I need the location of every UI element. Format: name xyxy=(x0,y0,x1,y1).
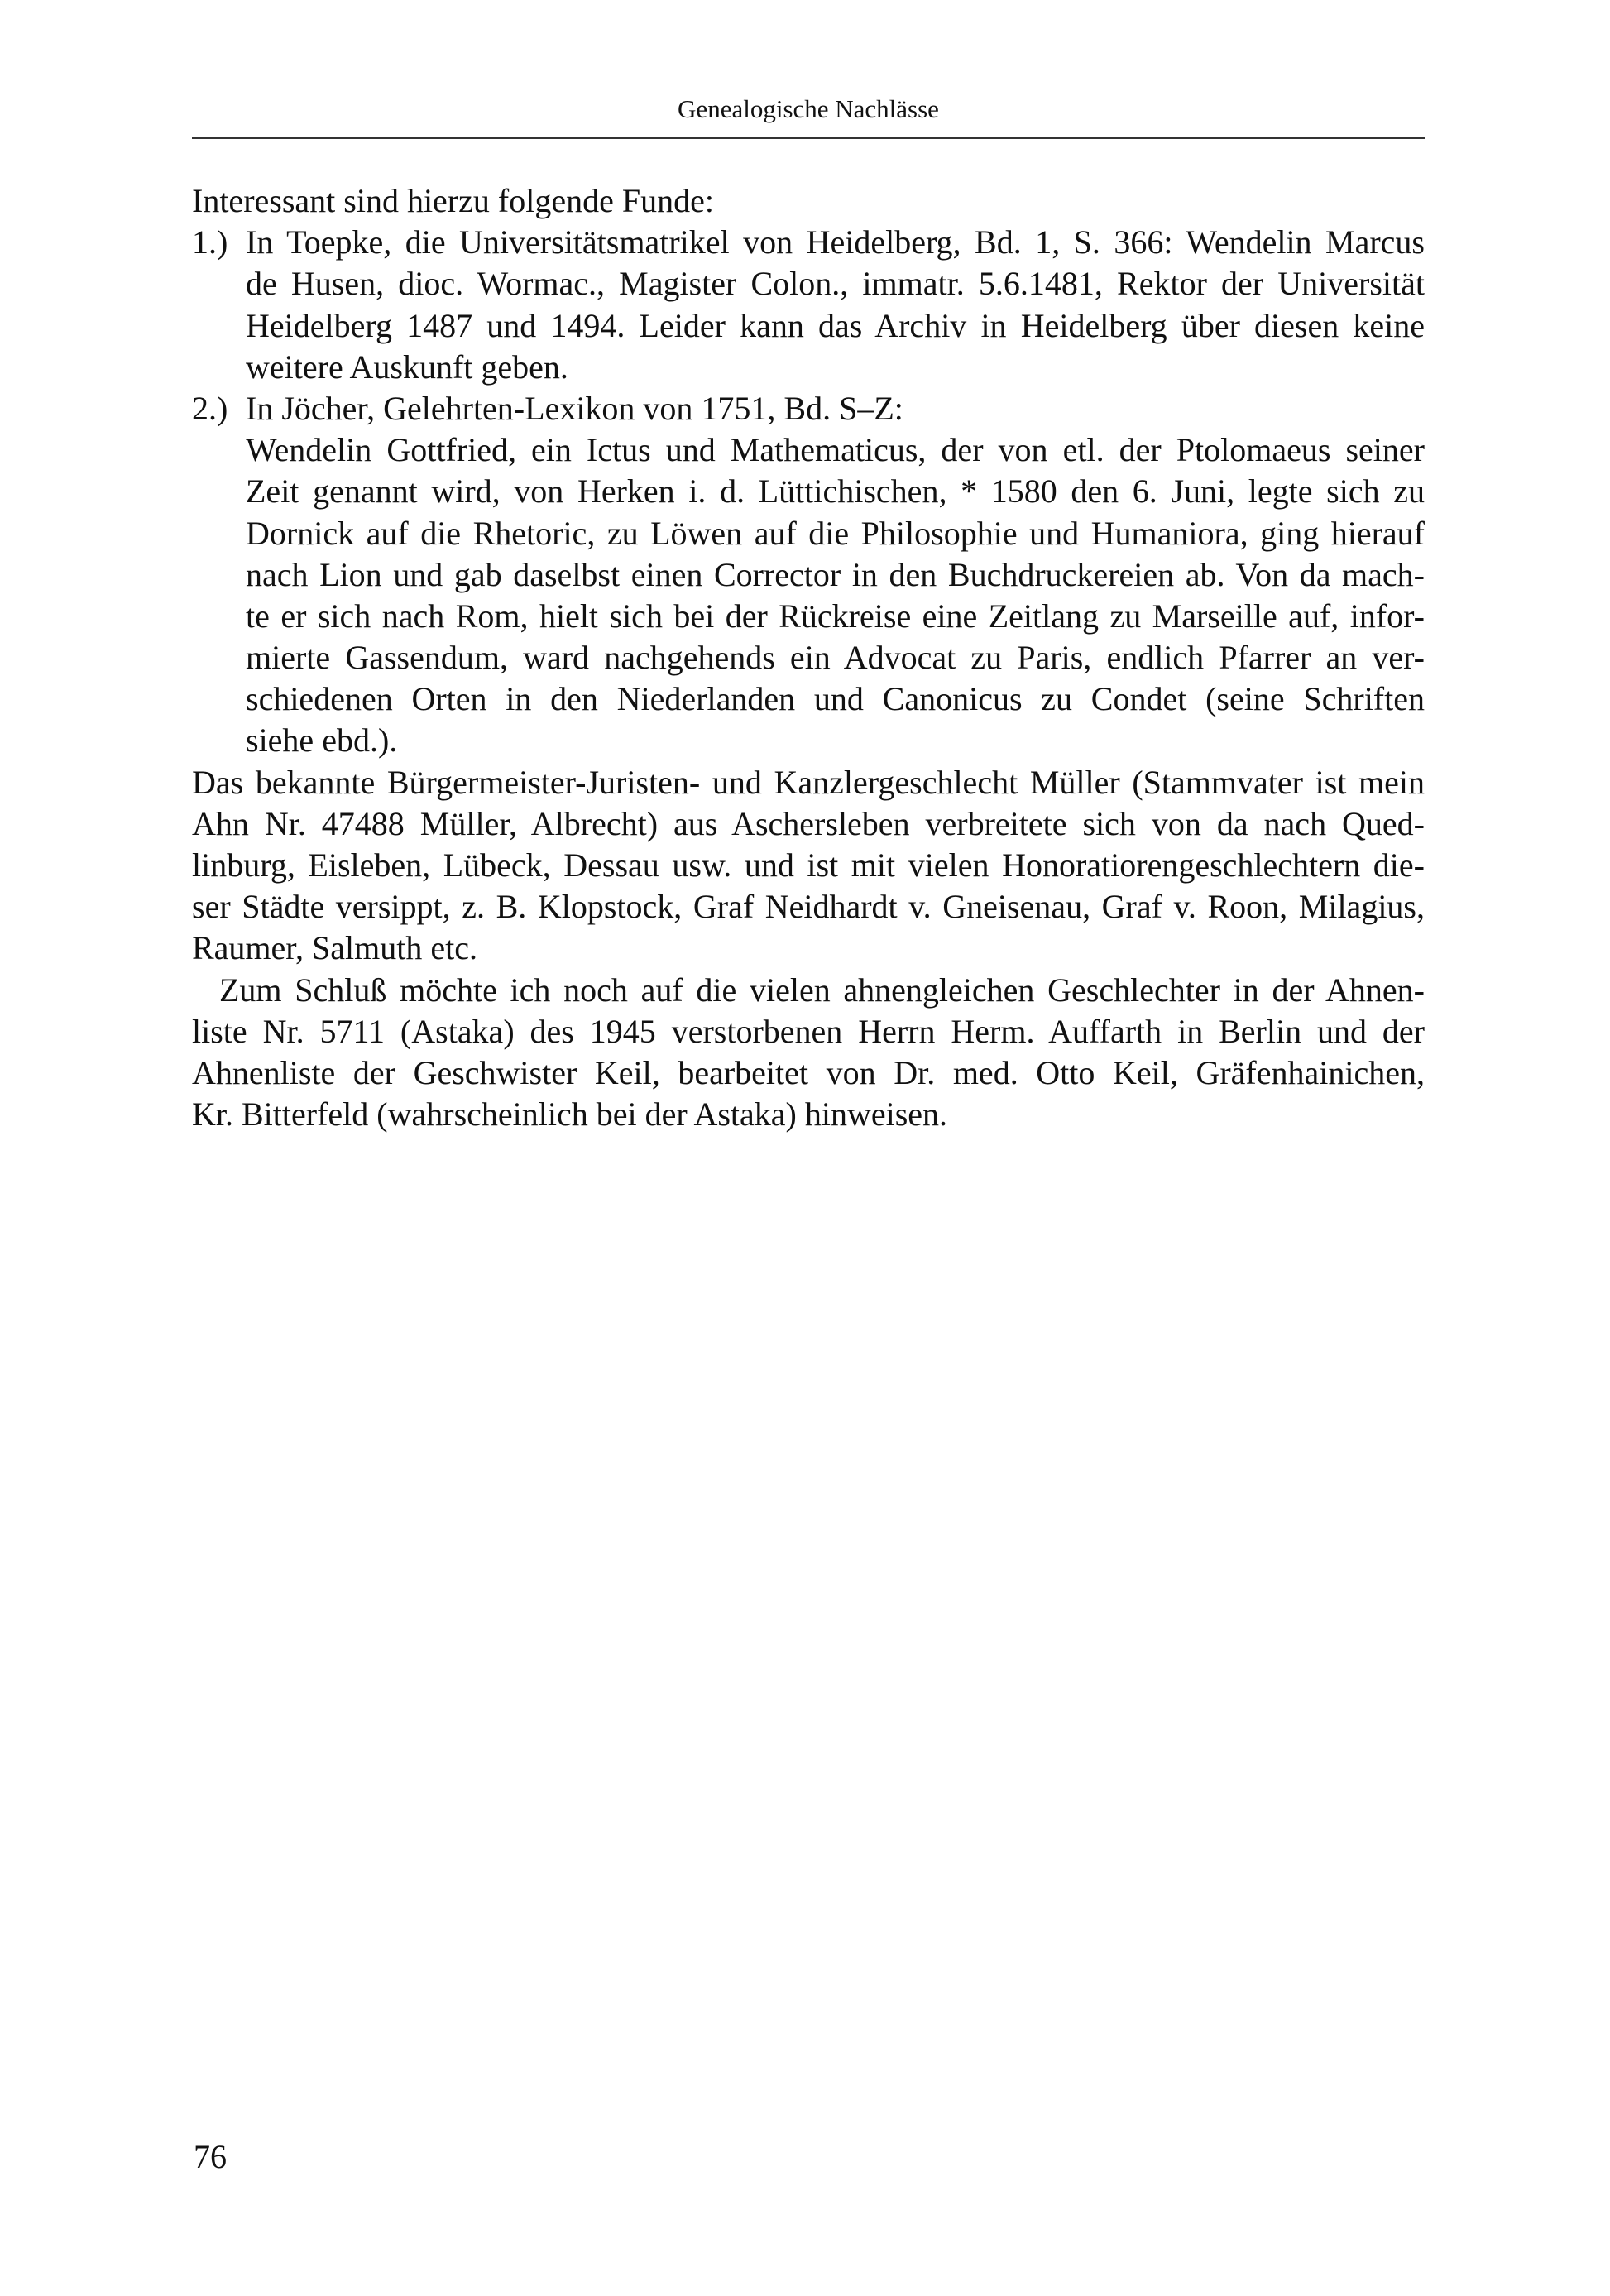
list-label: 1.) xyxy=(192,223,228,261)
page-number: 76 xyxy=(194,2138,227,2175)
list-line: Heidelberg 1487 und 1494. Leider kann das Archiv in Heidelberg über diesen keine xyxy=(246,306,1425,344)
body-text xyxy=(192,180,1425,1135)
list-line: te er sich nach Rom, hielt sich bei der Rückreise eine Zeitlang zu Marseille auf, infor- xyxy=(246,597,1425,635)
paragraph-line: ser Städte versippt, z. B. Klopstock, Graf Neidhardt v. Gneisenau, Graf v. Roon, Milagius, xyxy=(192,888,1425,926)
paragraph-line: Ahnenliste der Geschwister Keil, bearbeitet von Dr. med. Otto Keil, Gräfenhainichen, xyxy=(192,1053,1425,1091)
paragraph-mueller xyxy=(192,762,1425,970)
list-line-text: In Toepke, die Universitätsmatrikel von Heidelberg, Bd. 1, S. 366: Wendelin Marcus xyxy=(246,223,1425,261)
list-heading: In Jöcher, Gelehrten-Lexikon von 1751, Bd. S–Z: xyxy=(246,389,903,427)
list-item-1 xyxy=(192,222,1425,388)
list-line: de Husen, dioc. Wormac., Magister Colon., immatr. 5.6.1481, Rektor der Universität xyxy=(246,265,1425,303)
running-head: Genealogische Nachlässe xyxy=(678,94,939,123)
list-line: mierte Gassendum, ward nachgehends ein Advocat zu Paris, endlich Pfarrer an ver- xyxy=(246,639,1425,677)
header-rule xyxy=(192,137,1425,139)
paragraph-line: Das bekannte Bürgermeister-Juristen- und Kanzlergeschlecht Müller (Stammvater ist mein xyxy=(192,763,1425,801)
list-line: weitere Auskunft geben. xyxy=(246,348,568,386)
list-line: schiedenen Orten in den Niederlanden und Canonicus zu Condet (seine Schriften xyxy=(246,680,1425,718)
paragraph-line: liste Nr. 5711 (Astaka) des 1945 verstorbenen Herrn Herm. Auffarth in Berlin und der xyxy=(192,1012,1425,1050)
list-line: Dornick auf die Rhetoric, zu Löwen auf die Philosophie und Humaniora, ging hierauf xyxy=(246,514,1425,552)
list-heading-line xyxy=(192,388,1425,429)
list-line: Zeit genannt wird, von Herken i. d. Lüttichischen, * 1580 den 6. Juni, legte sich zu xyxy=(246,472,1425,510)
list-item-2 xyxy=(192,388,1425,762)
list-line: nach Lion und gab daselbst einen Corrector in den Buchdruckereien ab. Von da mach- xyxy=(246,555,1425,593)
paragraph-line: Raumer, Salmuth etc. xyxy=(192,929,477,967)
paragraph-schluss xyxy=(192,970,1425,1136)
list-line xyxy=(192,222,1425,263)
intro-line: Interessant sind hierzu folgende Funde: xyxy=(192,182,714,219)
paragraph-line: Kr. Bitterfeld (wahrscheinlich bei der Astaka) hinweisen. xyxy=(192,1095,948,1134)
list-label: 2.) xyxy=(192,389,228,427)
paragraph-line: Zum Schluß möchte ich noch auf die vielen ahnengleichen Geschlechter in der Ahnen- xyxy=(219,971,1425,1009)
list-line: siehe ebd.). xyxy=(246,721,398,760)
paragraph-line: linburg, Eisleben, Lübeck, Dessau usw. und ist mit vielen Honoratiorengeschlechtern die- xyxy=(192,846,1425,884)
paragraph-line: Ahn Nr. 47488 Müller, Albrecht) aus Aschersleben verbreitete sich von da nach Qued- xyxy=(192,804,1425,842)
list-line: Wendelin Gottfried, ein Ictus und Mathematicus, der von etl. der Ptolomaeus seiner xyxy=(246,431,1425,469)
